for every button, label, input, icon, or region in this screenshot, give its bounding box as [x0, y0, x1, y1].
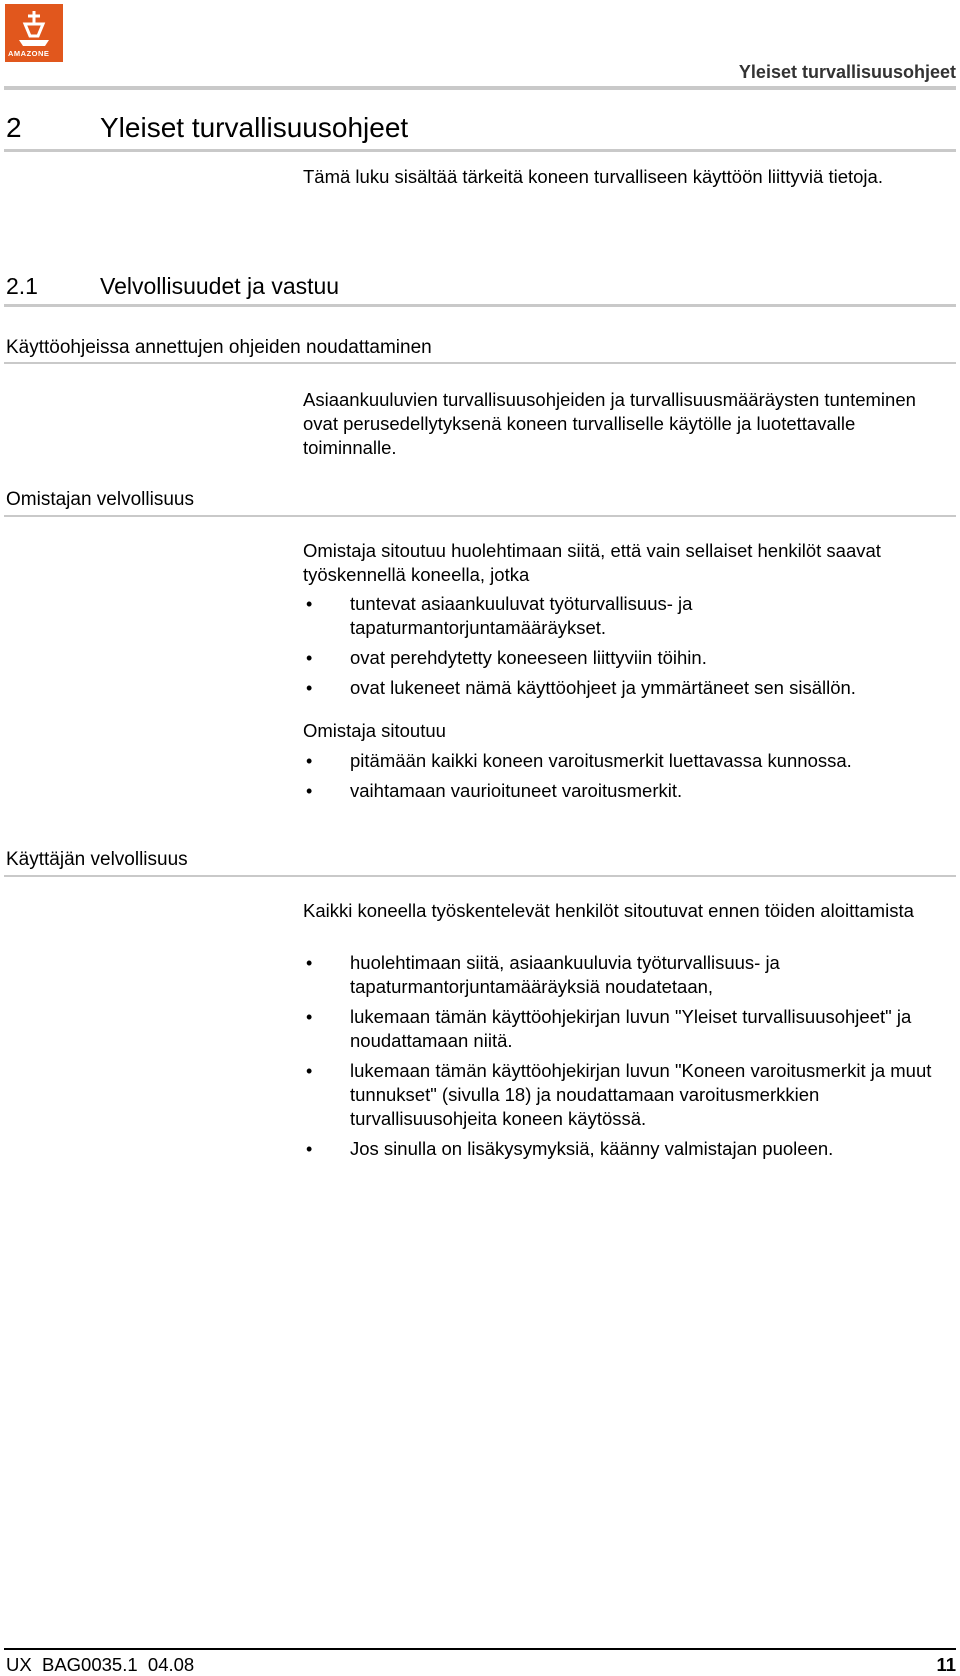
- subsection-owner-divider: [4, 515, 956, 517]
- subsection-instructions-title: Käyttöohjeissa annettujen ohjeiden noudattaminen: [6, 337, 432, 358]
- subsection-user-divider: [4, 875, 956, 877]
- subsection-owner-title: Omistajan velvollisuus: [6, 489, 194, 510]
- list-item: • lukemaan tämän käyttöohjekirjan luvun "Koneen varoitusmerkit ja muut tunnukset" (sivulla 18) ja noudattamaan varoitusmerkkien turvallisuusohjeita koneen käytössä.: [306, 1060, 932, 1129]
- running-header-title: Yleiset turvallisuusohjeet: [738, 62, 956, 82]
- bullet-icon: •: [306, 594, 313, 614]
- list-item: • Jos sinulla on lisäkysymyksiä, käänny valmistajan puoleen.: [306, 1138, 834, 1159]
- header-divider: [4, 86, 956, 90]
- owner-intro-2: Omistaja sitoutuu: [303, 720, 446, 741]
- list-item: • vaihtamaan vaurioituneet varoitusmerkit.: [306, 780, 683, 801]
- bullet-icon: •: [306, 953, 313, 973]
- amazone-logo: [5, 4, 63, 62]
- logo-wordmark: AMAZONE: [8, 49, 50, 58]
- section-number: 2.1: [6, 273, 38, 299]
- list-item: • ovat perehdytetty koneeseen liittyviin töihin.: [306, 647, 707, 668]
- chapter-divider: [4, 149, 956, 152]
- owner-intro: Omistaja sitoutuu huolehtimaan siitä, että vain sellaiset henkilöt saavat työskennellä koneella, jotka: [303, 540, 881, 585]
- footer-divider: [4, 1648, 956, 1650]
- bullet-icon: •: [306, 1061, 313, 1081]
- bullet-icon: •: [306, 1139, 313, 1159]
- footer-page-number: 11: [936, 1654, 956, 1675]
- bullet-icon: •: [306, 1007, 313, 1027]
- owner-list: [303, 592, 953, 700]
- list-item: • huolehtimaan siitä, asiaankuuluvia työturvallisuus- ja tapaturmantorjuntamääräyksiä noudatetaan,: [306, 952, 780, 997]
- list-item: • lukemaan tämän käyttöohjekirjan luvun "Yleiset turvallisuusohjeet" ja noudattamaan niitä.: [306, 1006, 912, 1051]
- chapter-title: Yleiset turvallisuusohjeet: [100, 112, 409, 143]
- user-intro: Kaikki koneella työskentelevät henkilöt sitoutuvat ennen töiden aloittamista: [303, 900, 914, 921]
- chapter-heading: [6, 112, 408, 144]
- list-item: • tuntevat asiaankuuluvat työturvallisuus- ja tapaturmantorjuntamääräykset.: [306, 593, 693, 638]
- bullet-icon: •: [306, 678, 313, 698]
- bullet-icon: •: [306, 648, 313, 668]
- footer-doc-code: UX BAG0035.1 04.08: [6, 1654, 195, 1675]
- chapter-intro: Tämä luku sisältää tärkeitä koneen turvalliseen käyttöön liittyviä tietoja.: [303, 166, 883, 187]
- subsection-user-title: Käyttäjän velvollisuus: [6, 849, 188, 870]
- list-item: • ovat lukeneet nämä käyttöohjeet ja ymmärtäneet sen sisällön.: [306, 677, 856, 698]
- user-list: [303, 951, 953, 1161]
- subsection-instructions-divider: [4, 362, 956, 364]
- instructions-text: Asiaankuuluvien turvallisuusohjeiden ja turvallisuusmääräysten tunteminen ovat perusedellytyksenä koneen turvalliselle käytölle ja luotettavalle toiminnalle.: [303, 389, 916, 458]
- chapter-number: 2: [6, 112, 22, 143]
- bullet-icon: •: [306, 751, 313, 771]
- list-item: • pitämään kaikki koneen varoitusmerkit luettavassa kunnossa.: [306, 750, 852, 771]
- section-divider: [4, 304, 956, 307]
- section-title: Velvollisuudet ja vastuu: [100, 273, 340, 299]
- owner-list-2: [303, 749, 953, 803]
- section-heading: [6, 273, 339, 300]
- bullet-icon: •: [306, 781, 313, 801]
